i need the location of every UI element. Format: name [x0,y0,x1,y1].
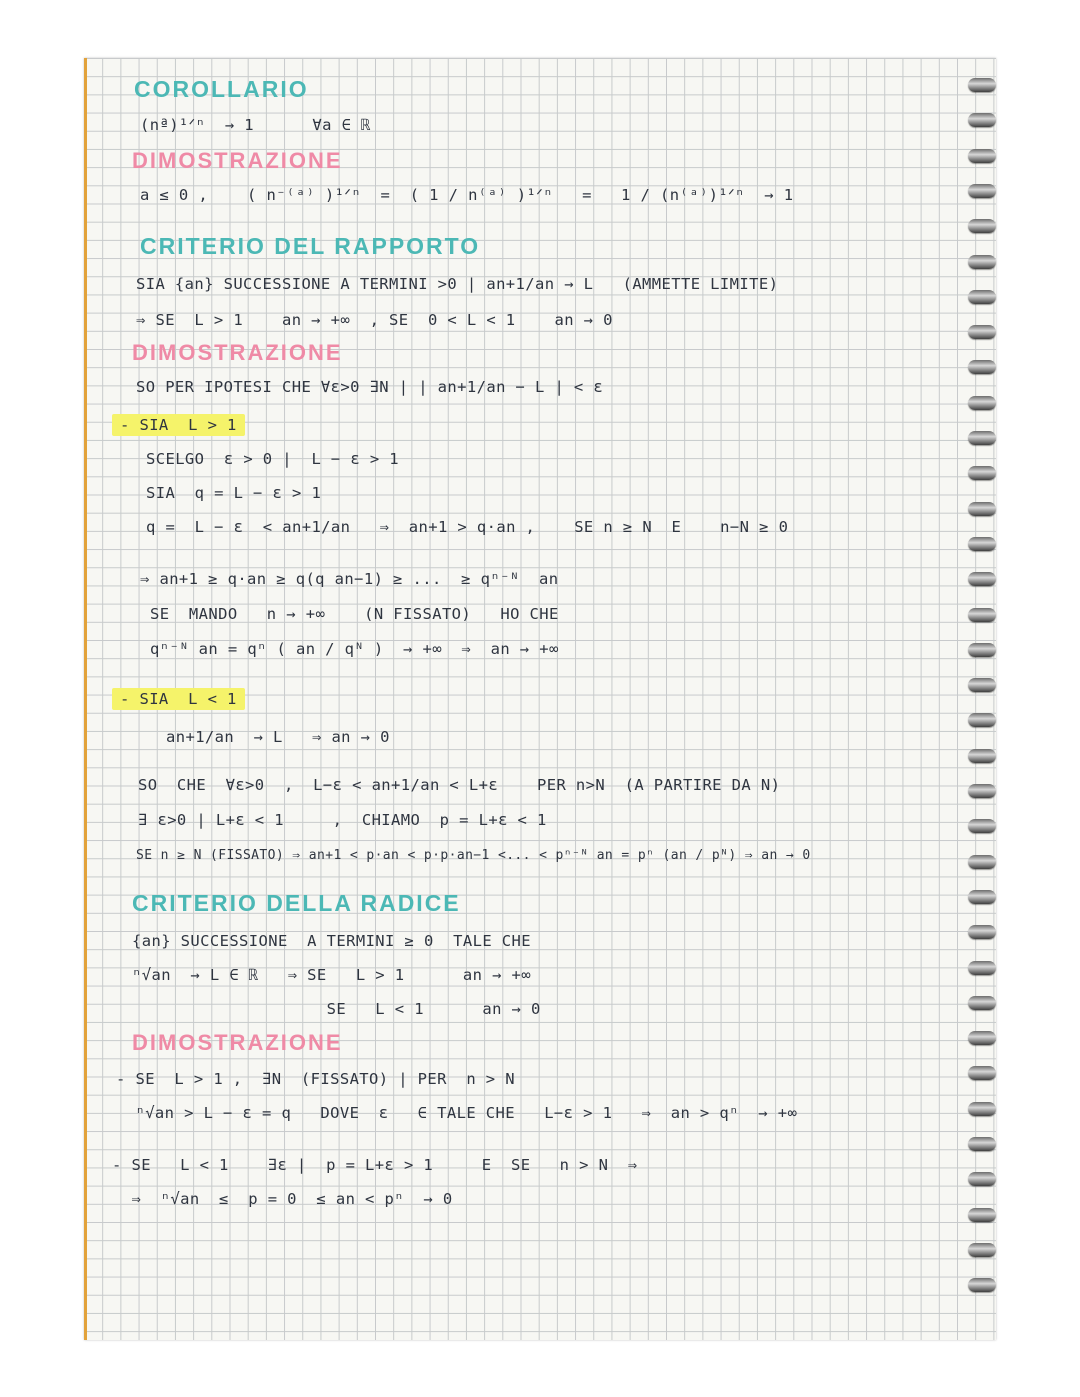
spiral-ring [968,1066,996,1080]
root-statement-line-1: {an} SUCCESSIONE A TERMINI ≥ 0 TALE CHE [132,932,532,950]
spiral-ring [968,713,996,727]
corollary-proof-line: a ≤ 0 , ( n⁻⁽ᵃ⁾ )¹ᐟⁿ = ( 1 / n⁽ᵃ⁾ )¹ᐟⁿ = 1 / (n⁽ᵃ⁾)¹ᐟⁿ → 1 [140,186,794,204]
root-criterion-title: CRITERIO DELLA RADICE [132,890,461,916]
ratio-statement-line-2: ⇒ SE L > 1 an → +∞ , SE 0 < L < 1 an → 0 [136,311,613,329]
spiral-ring [968,1243,996,1257]
spiral-ring [968,572,996,586]
spiral-ring [968,678,996,692]
ratio-case1-line-1: SCELGO ε > 0 | L − ε > 1 [146,450,400,468]
page-margin-line [84,58,87,1340]
spiral-ring [968,608,996,622]
ratio-case1-line-2: SIA q = L − ε > 1 [146,484,322,502]
spiral-ring [968,643,996,657]
ratio-case1-line-5: SE MANDO n → +∞ (N FISSATO) HO CHE [150,605,559,623]
ratio-case1-line-4: ⇒ an+1 ≥ q·an ≥ q(q an−1) ≥ ... ≥ qⁿ⁻ᴺ an [140,570,559,588]
spiral-ring [968,184,996,198]
root-proof-line-3: - SE L < 1 ∃ε | p = L+ε > 1 E SE n > N ⇒ [112,1156,638,1174]
spiral-ring [968,113,996,127]
spiral-ring [968,537,996,551]
spiral-ring [968,1102,996,1116]
ratio-case1-label: - SIA L > 1 [112,414,245,436]
ratio-case1-line-6: qⁿ⁻ᴺ an = qⁿ ( an / qᴺ ) → +∞ ⇒ an → +∞ [150,640,559,658]
ratio-hypothesis: SO PER IPOTESI CHE ∀ε>0 ∃N | | an+1/an − L | < ε [136,378,604,396]
spiral-ring [968,996,996,1010]
root-statement-line-3: SE L < 1 an → 0 [132,1000,541,1018]
spiral-ring [968,961,996,975]
spiral-ring [968,149,996,163]
spiral-ring [968,78,996,92]
spiral-ring [968,431,996,445]
spiral-ring [968,1172,996,1186]
ratio-case2-line-2: SO CHE ∀ε>0 , L−ε < an+1/an < L+ε PER n>N (A PARTIRE DA N) [138,776,781,794]
spiral-ring [968,784,996,798]
ratio-case2-line-4: SE n ≥ N (FISSATO) ⇒ an+1 < p·an < p·p·an−1 <... < pⁿ⁻ᴺ an = pⁿ (an / pᴺ) ⇒ an → 0 [136,848,811,863]
root-proof-title: DIMOSTRAZIONE [132,1030,343,1055]
spiral-ring [968,325,996,339]
spiral-ring [968,1278,996,1292]
spiral-binding [968,78,1008,1318]
ratio-proof-title: DIMOSTRAZIONE [132,340,343,365]
spiral-ring [968,360,996,374]
corollary-line: (nª)¹ᐟⁿ → 1 ∀a ∈ ℝ [140,116,371,134]
spiral-ring [968,1208,996,1222]
ratio-case1-line-3: q = L − ε < an+1/an ⇒ an+1 > q·an , SE n ≥ N E n−N ≥ 0 [146,518,789,536]
spiral-ring [968,890,996,904]
corollary-proof-title: DIMOSTRAZIONE [132,148,343,173]
ratio-case2-line-3: ∃ ε>0 | L+ε < 1 , CHIAMO p = L+ε < 1 [138,811,547,829]
corollary-title: COROLLARIO [134,76,309,102]
spiral-ring [968,1137,996,1151]
spiral-ring [968,255,996,269]
ratio-statement-line-1: SIA {an} SUCCESSIONE A TERMINI >0 | an+1/an → L (AMMETTE LIMITE) [136,275,779,293]
root-statement-line-2: ⁿ√an → L ∈ ℝ ⇒ SE L > 1 an → +∞ [132,966,532,984]
spiral-ring [968,1031,996,1045]
spiral-ring [968,502,996,516]
spiral-ring [968,219,996,233]
spiral-ring [968,290,996,304]
spiral-ring [968,819,996,833]
spiral-ring [968,466,996,480]
root-proof-line-4: ⇒ ⁿ√an ≤ p = 0 ≤ an < pⁿ → 0 [112,1190,453,1208]
spiral-ring [968,749,996,763]
ratio-case2-label: - SIA L < 1 [112,688,245,710]
ratio-criterion-title: CRITERIO DEL RAPPORTO [140,233,481,259]
spiral-ring [968,396,996,410]
root-proof-line-1: - SE L > 1 , ∃N (FISSATO) | PER n > N [116,1070,516,1088]
root-proof-line-2: ⁿ√an > L − ε = q DOVE ε ∈ TALE CHE L−ε > 1 ⇒ an > qⁿ → +∞ [116,1104,798,1122]
spiral-ring [968,925,996,939]
spiral-ring [968,855,996,869]
ratio-case2-line-1: an+1/an → L ⇒ an → 0 [166,728,390,746]
